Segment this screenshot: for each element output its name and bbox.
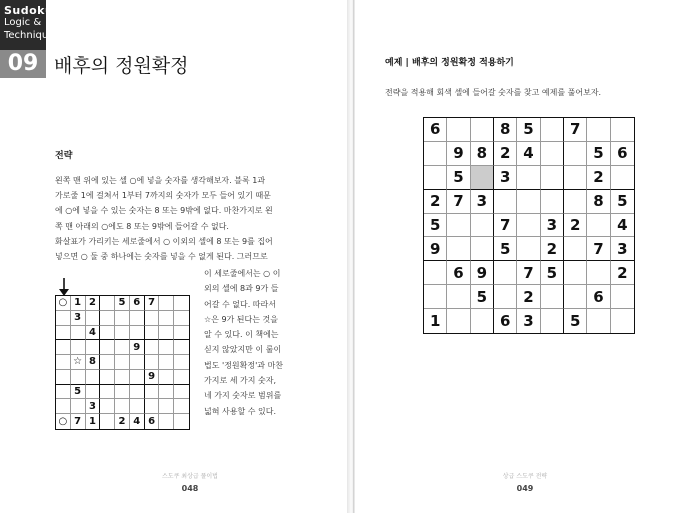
sudoku-cell bbox=[159, 311, 174, 326]
sudoku-cell bbox=[145, 399, 160, 414]
sudoku-cell bbox=[145, 326, 160, 341]
sudoku-cell bbox=[174, 355, 189, 370]
side-text-line: 네 가지 숫자로 범위를 bbox=[204, 391, 282, 401]
sudoku-cell: 3 bbox=[71, 311, 86, 326]
sudoku-cell bbox=[100, 370, 115, 385]
sudoku-cell bbox=[587, 309, 610, 333]
sudoku-cell: ☆ bbox=[71, 355, 86, 370]
sudoku-cell: 9 bbox=[424, 237, 447, 261]
sudoku-cell bbox=[447, 214, 470, 238]
side-text bbox=[204, 266, 290, 419]
sudoku-cell: 5 bbox=[587, 142, 610, 166]
side-text-line: ☆은 9가 된다는 것을 bbox=[204, 314, 278, 324]
sudoku-cell bbox=[447, 309, 470, 333]
side-text-line: 싣지 않았지만 이 룰이 bbox=[204, 345, 282, 355]
right-page-number: 049 bbox=[516, 484, 534, 493]
sudoku-cell bbox=[424, 261, 447, 285]
sudoku-cell: 5 bbox=[611, 190, 634, 214]
sudoku-cell bbox=[115, 355, 130, 370]
sudoku-cell bbox=[159, 385, 174, 400]
sudoku-cell: 5 bbox=[424, 214, 447, 238]
sudoku-cell bbox=[541, 285, 564, 309]
sudoku-cell: 1 bbox=[71, 296, 86, 311]
side-text-line: 어갈 수 없다. 따라서 bbox=[204, 299, 276, 309]
right-footer bbox=[465, 471, 585, 493]
sudoku-cell: 4 bbox=[130, 414, 145, 429]
left-page-number: 048 bbox=[181, 484, 199, 493]
sudoku-cell bbox=[159, 340, 174, 355]
sudoku-cell: 7 bbox=[494, 214, 517, 238]
sudoku-cell bbox=[71, 399, 86, 414]
sudoku-cell bbox=[517, 166, 540, 190]
sudoku-cell bbox=[159, 326, 174, 341]
sudoku-cell bbox=[86, 311, 101, 326]
sudoku-cell: 6 bbox=[145, 414, 160, 429]
sudoku-cell bbox=[115, 326, 130, 341]
sudoku-cell bbox=[100, 311, 115, 326]
sudoku-cell bbox=[100, 326, 115, 341]
sudoku-cell: 7 bbox=[145, 296, 160, 311]
sudoku-cell: 3 bbox=[86, 399, 101, 414]
sudoku-cell bbox=[71, 340, 86, 355]
sudoku-cell bbox=[86, 385, 101, 400]
sudoku-cell bbox=[541, 166, 564, 190]
sudoku-cell: 2 bbox=[611, 261, 634, 285]
sudoku-cell: 1 bbox=[86, 414, 101, 429]
sudoku-cell bbox=[56, 370, 71, 385]
sudoku-cell bbox=[115, 370, 130, 385]
sudoku-cell bbox=[174, 399, 189, 414]
sudoku-cell bbox=[71, 370, 86, 385]
sudoku-cell: 9 bbox=[447, 142, 470, 166]
sudoku-cell bbox=[100, 399, 115, 414]
right-footer-text: 상급 스도쿠 전략 bbox=[502, 473, 548, 480]
sudoku-cell: 2 bbox=[541, 237, 564, 261]
sudoku-cell bbox=[471, 214, 494, 238]
sudoku-cell: 6 bbox=[424, 118, 447, 142]
series-title-logic: Logic & bbox=[4, 17, 42, 28]
sudoku-cell bbox=[471, 237, 494, 261]
sudoku-cell: 5 bbox=[564, 309, 587, 333]
sudoku-cell bbox=[159, 370, 174, 385]
sudoku-cell: 1 bbox=[424, 309, 447, 333]
side-text-line: 외의 셀에 8과 9가 들 bbox=[204, 284, 279, 294]
sudoku-cell bbox=[159, 296, 174, 311]
example-puzzle-grid bbox=[55, 295, 190, 430]
side-text-line: 가지로 세 가지 숫자, bbox=[204, 376, 276, 386]
paragraph-line: 화살표가 가리키는 세로줄에서 ○ 이외의 셀에 8 또는 9를 집어 bbox=[55, 237, 273, 246]
sudoku-cell bbox=[86, 370, 101, 385]
sudoku-cell: 6 bbox=[130, 296, 145, 311]
sudoku-cell bbox=[145, 385, 160, 400]
example-heading: 예제 | 배후의 정원확정 적용하기 bbox=[385, 58, 514, 68]
down-arrow-icon bbox=[58, 277, 70, 297]
sudoku-cell: 2 bbox=[494, 142, 517, 166]
sudoku-cell bbox=[159, 414, 174, 429]
sudoku-cell bbox=[471, 309, 494, 333]
sudoku-cell bbox=[100, 414, 115, 429]
sudoku-cell: 3 bbox=[611, 237, 634, 261]
sudoku-cell: 5 bbox=[115, 296, 130, 311]
sudoku-cell bbox=[130, 355, 145, 370]
sudoku-cell: 4 bbox=[611, 214, 634, 238]
sudoku-cell bbox=[115, 399, 130, 414]
sudoku-cell: 7 bbox=[564, 118, 587, 142]
sudoku-cell bbox=[447, 237, 470, 261]
side-text-line: 법도 '정원확정'과 마찬 bbox=[204, 360, 284, 370]
sudoku-cell bbox=[71, 326, 86, 341]
sudoku-cell bbox=[130, 370, 145, 385]
exercise-puzzle-grid bbox=[423, 117, 635, 334]
sudoku-cell: 6 bbox=[611, 142, 634, 166]
sudoku-cell: 2 bbox=[564, 214, 587, 238]
sudoku-cell: 5 bbox=[541, 261, 564, 285]
sudoku-cell bbox=[541, 309, 564, 333]
sudoku-cell bbox=[174, 296, 189, 311]
sudoku-cell: 5 bbox=[517, 118, 540, 142]
sudoku-cell: 9 bbox=[130, 340, 145, 355]
sudoku-cell: 7 bbox=[71, 414, 86, 429]
paragraph-line: 에 ○에 넣을 수 있는 숫자는 8 또는 9밖에 없다. 마찬가지로 왼 bbox=[55, 206, 273, 215]
sudoku-cell bbox=[145, 355, 160, 370]
sudoku-cell bbox=[115, 340, 130, 355]
sudoku-cell bbox=[56, 326, 71, 341]
sudoku-cell: 8 bbox=[587, 190, 610, 214]
sudoku-cell bbox=[494, 285, 517, 309]
sudoku-cell: 7 bbox=[447, 190, 470, 214]
sudoku-cell bbox=[541, 190, 564, 214]
sudoku-cell bbox=[86, 340, 101, 355]
sudoku-cell bbox=[541, 118, 564, 142]
sudoku-cell bbox=[517, 214, 540, 238]
sudoku-cell bbox=[611, 118, 634, 142]
sudoku-cell: 6 bbox=[447, 261, 470, 285]
sudoku-cell bbox=[56, 355, 71, 370]
sudoku-cell: 4 bbox=[517, 142, 540, 166]
sudoku-cell bbox=[447, 118, 470, 142]
sudoku-cell bbox=[130, 326, 145, 341]
sudoku-cell: 2 bbox=[424, 190, 447, 214]
sudoku-cell bbox=[130, 311, 145, 326]
sudoku-cell bbox=[100, 340, 115, 355]
sudoku-cell bbox=[100, 296, 115, 311]
sudoku-cell: 4 bbox=[86, 326, 101, 341]
sudoku-cell: 2 bbox=[517, 285, 540, 309]
sudoku-cell bbox=[56, 340, 71, 355]
sudoku-cell: 3 bbox=[517, 309, 540, 333]
sudoku-cell bbox=[447, 285, 470, 309]
sudoku-cell: ○ bbox=[56, 414, 71, 429]
sudoku-cell bbox=[115, 385, 130, 400]
sudoku-cell bbox=[611, 309, 634, 333]
sudoku-cell bbox=[174, 311, 189, 326]
sudoku-cell: 3 bbox=[541, 214, 564, 238]
sudoku-cell bbox=[494, 261, 517, 285]
paragraph-line: 넣으면 ○ 둘 중 하나에는 숫자를 넣을 수 없게 된다. 그러므로 bbox=[55, 252, 268, 261]
sudoku-cell bbox=[130, 399, 145, 414]
sudoku-cell bbox=[56, 385, 71, 400]
sudoku-cell: 3 bbox=[494, 166, 517, 190]
sudoku-cell: 5 bbox=[494, 237, 517, 261]
sudoku-cell bbox=[564, 261, 587, 285]
sudoku-cell bbox=[145, 340, 160, 355]
side-text-line: 알 수 있다. 이 책에는 bbox=[204, 330, 279, 340]
sudoku-cell bbox=[517, 237, 540, 261]
sudoku-cell: 8 bbox=[494, 118, 517, 142]
sudoku-cell bbox=[424, 285, 447, 309]
sudoku-cell bbox=[159, 399, 174, 414]
sudoku-cell: 6 bbox=[494, 309, 517, 333]
sudoku-cell bbox=[145, 311, 160, 326]
sudoku-cell bbox=[100, 355, 115, 370]
series-title-sudoku: Sudoku bbox=[4, 4, 54, 17]
sudoku-cell bbox=[174, 340, 189, 355]
sudoku-cell: 2 bbox=[115, 414, 130, 429]
side-text-line: 넓혀 사용할 수 있다. bbox=[204, 406, 276, 416]
sudoku-cell bbox=[587, 214, 610, 238]
sudoku-cell bbox=[424, 166, 447, 190]
sudoku-cell bbox=[115, 311, 130, 326]
sudoku-cell: 7 bbox=[517, 261, 540, 285]
sudoku-cell bbox=[100, 385, 115, 400]
sudoku-cell bbox=[174, 326, 189, 341]
sudoku-cell bbox=[424, 142, 447, 166]
sudoku-cell bbox=[56, 399, 71, 414]
sudoku-cell bbox=[564, 142, 587, 166]
sudoku-cell bbox=[471, 166, 494, 190]
side-text-line: 이 세로줄에서는 ○ 이 bbox=[204, 269, 281, 278]
sudoku-cell bbox=[541, 142, 564, 166]
sudoku-cell bbox=[564, 190, 587, 214]
sudoku-cell bbox=[564, 285, 587, 309]
sudoku-cell bbox=[174, 414, 189, 429]
sudoku-cell bbox=[611, 285, 634, 309]
sudoku-cell: ○ bbox=[56, 296, 71, 311]
sudoku-cell bbox=[471, 118, 494, 142]
sudoku-cell: 9 bbox=[145, 370, 160, 385]
sudoku-cell bbox=[564, 166, 587, 190]
sudoku-cell bbox=[494, 190, 517, 214]
sudoku-cell: 5 bbox=[447, 166, 470, 190]
sudoku-cell: 8 bbox=[86, 355, 101, 370]
sudoku-cell: 7 bbox=[587, 237, 610, 261]
paragraph-line: 가로줄 1에 걸쳐서 1부터 7까지의 숫자가 모두 들어 있기 때문 bbox=[55, 191, 271, 200]
sudoku-cell: 2 bbox=[587, 166, 610, 190]
sudoku-cell bbox=[130, 385, 145, 400]
section-heading: 전략 bbox=[55, 151, 73, 161]
sudoku-cell: 5 bbox=[71, 385, 86, 400]
sudoku-cell bbox=[587, 261, 610, 285]
sudoku-cell: 8 bbox=[471, 142, 494, 166]
sudoku-cell bbox=[587, 118, 610, 142]
paragraph-line: 쪽 맨 아래의 ○에도 8 또는 9밖에 들어갈 수 없다. bbox=[55, 222, 229, 231]
sudoku-cell bbox=[56, 311, 71, 326]
sudoku-cell: 6 bbox=[587, 285, 610, 309]
sudoku-cell: 5 bbox=[471, 285, 494, 309]
chapter-number: 09 bbox=[0, 50, 46, 78]
left-footer-text: 스도쿠 최상급 풀이법 bbox=[162, 473, 218, 480]
sudoku-cell bbox=[174, 385, 189, 400]
sudoku-cell: 2 bbox=[86, 296, 101, 311]
sudoku-cell: 3 bbox=[471, 190, 494, 214]
sudoku-cell bbox=[174, 370, 189, 385]
sudoku-cell bbox=[564, 237, 587, 261]
sudoku-cell bbox=[159, 355, 174, 370]
sudoku-cell: 9 bbox=[471, 261, 494, 285]
paragraph-line: 왼쪽 맨 위에 있는 셀 ○에 넣을 숫자를 생각해보자. 블록 1과 bbox=[55, 176, 266, 185]
sudoku-cell bbox=[517, 190, 540, 214]
chapter-title: 배후의 정원확정 bbox=[54, 55, 189, 77]
left-footer bbox=[130, 471, 250, 493]
series-title-technique: Technique bbox=[4, 30, 55, 41]
example-intro: 전략을 적용해 회색 셀에 들어갈 숫자를 찾고 예제를 풀어보자. bbox=[385, 88, 602, 97]
sudoku-cell bbox=[611, 166, 634, 190]
